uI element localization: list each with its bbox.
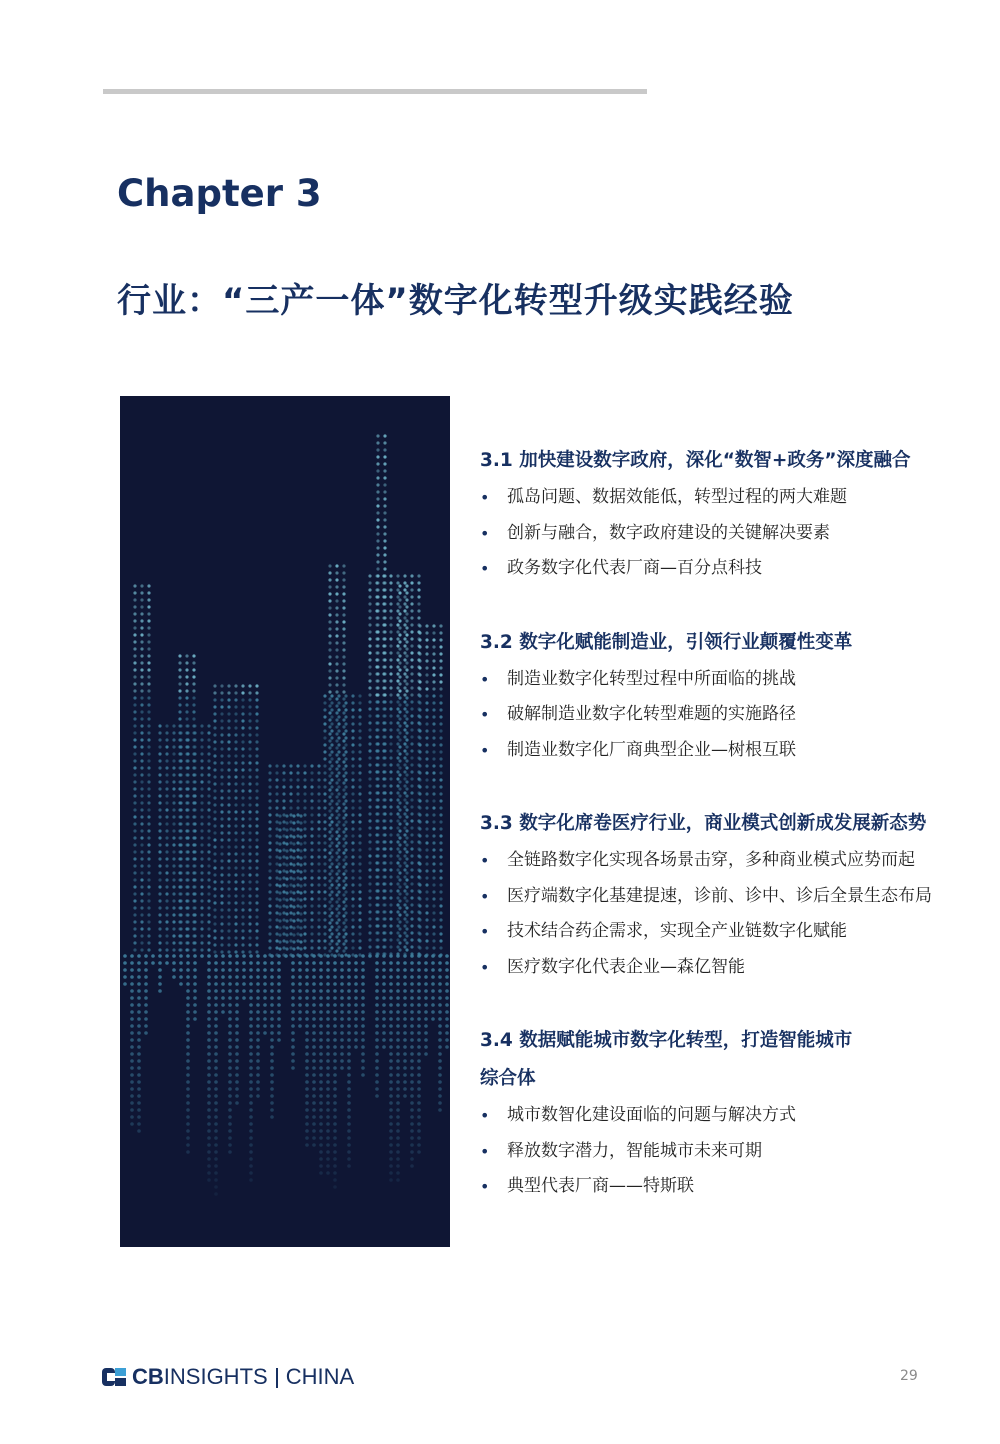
cb-insights-logo	[102, 1364, 354, 1390]
logo-divider	[276, 1368, 278, 1388]
bullet-icon: •	[480, 957, 490, 977]
section-3-1	[480, 442, 980, 587]
list-item[interactable]: • 医疗端数字化基建提速，诊前、诊中、诊后全景生态布局	[480, 879, 980, 915]
bullet-icon: •	[480, 922, 490, 941]
skyline-dots	[123, 434, 449, 1195]
list-item[interactable]: • 技术结合药企需求，实现全产业链数字化赋能	[480, 914, 980, 950]
chapter-label: Chapter 3	[117, 172, 322, 215]
logo-insights-text: INSIGHTS	[163, 1364, 268, 1389]
logo-cb-text: CB	[132, 1364, 164, 1389]
logo-china-text: CHINA	[285, 1364, 355, 1389]
bullet-list	[480, 1098, 980, 1205]
cb-logo-icon	[102, 1366, 126, 1388]
section-3-3	[480, 805, 980, 985]
list-item[interactable]: • 制造业数字化转型过程中所面临的挑战	[480, 662, 980, 698]
section-3-4	[480, 1022, 980, 1205]
list-item[interactable]: • 典型代表厂商——特斯联	[480, 1169, 980, 1205]
section-heading-line2[interactable]: 综合体	[480, 1068, 536, 1089]
bullet-icon: •	[480, 669, 490, 689]
list-item[interactable]: • 医疗数字化代表企业—森亿智能	[480, 950, 980, 986]
list-item[interactable]: • 破解制造业数字化转型难题的实施路径	[480, 697, 980, 733]
section-heading-line1[interactable]: 3.4 数据赋能城市数字化转型，打造智能城市	[480, 1030, 853, 1051]
bullet-icon: •	[480, 523, 490, 543]
list-item[interactable]: • 释放数字潜力，智能城市未来可期	[480, 1134, 980, 1170]
bullet-icon: •	[480, 1177, 490, 1196]
list-item[interactable]: • 城市数智化建设面临的问题与解决方式	[480, 1098, 980, 1134]
page-title: 行业：“三产一体”数字化转型升级实践经验	[117, 281, 794, 321]
bullet-icon: •	[480, 740, 490, 760]
table-of-contents	[480, 442, 980, 1242]
bullet-icon: •	[480, 559, 490, 578]
section-heading[interactable]: 3.1 加快建设数字政府，深化“数智+政务”深度融合	[480, 450, 911, 471]
bullet-icon: •	[480, 1141, 490, 1161]
list-item[interactable]: • 制造业数字化厂商典型企业—树根互联	[480, 733, 980, 769]
bullet-icon: •	[480, 705, 490, 724]
list-item[interactable]: • 孤岛问题、数据效能低，转型过程的两大难题	[480, 480, 980, 516]
list-item[interactable]: • 创新与融合，数字政府建设的关键解决要素	[480, 516, 980, 552]
digital-skyline-graphic	[120, 396, 450, 1247]
section-3-2	[480, 624, 980, 769]
top-rule	[103, 89, 647, 94]
list-item[interactable]: • 全链路数字化实现各场景击穿，多种商业模式应势而起	[480, 843, 980, 879]
bullet-icon: •	[480, 1106, 490, 1125]
page-number: 29	[900, 1368, 918, 1384]
section-heading[interactable]: 3.3 数字化席卷医疗行业，商业模式创新成发展新态势	[480, 813, 927, 834]
section-heading[interactable]: 3.2 数字化赋能制造业，引领行业颠覆性变革	[480, 631, 853, 653]
bullet-icon: •	[480, 851, 490, 870]
bullet-icon: •	[480, 488, 490, 507]
bullet-list	[480, 662, 980, 769]
list-item[interactable]: • 政务数字化代表厂商—百分点科技	[480, 551, 980, 587]
digital-city-image	[120, 396, 450, 1247]
bullet-list	[480, 480, 980, 587]
bullet-list	[480, 843, 980, 985]
bullet-icon: •	[480, 886, 490, 906]
